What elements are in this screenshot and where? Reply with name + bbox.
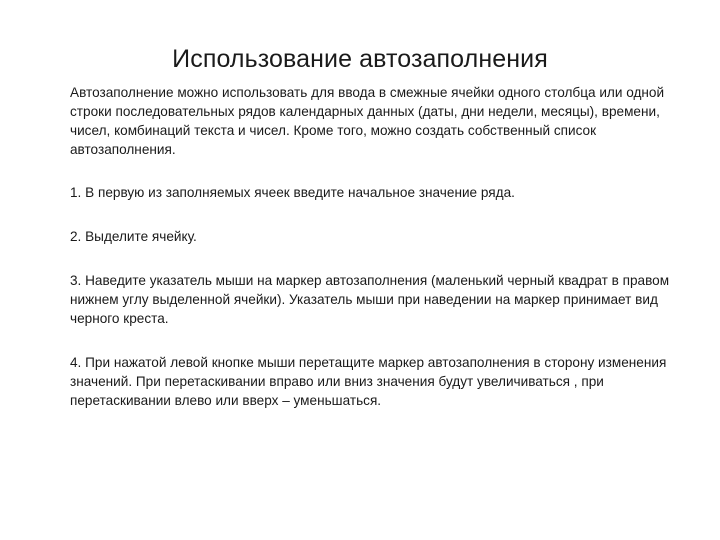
step-2: 2. Выделите ячейку.	[70, 229, 197, 244]
step-1: 1. В первую из заполняемых ячеек введите начальное значение ряда.	[70, 185, 515, 200]
step-3: 3. Наведите указатель мыши на маркер автозаполнения (маленький черный квадрат в правом нижнем углу выделенной ячейки). Указатель мыши при наведении на маркер принимает вид черного креста.	[70, 273, 670, 326]
slide-body	[70, 83, 682, 435]
slide-title: Использование автозаполнения	[172, 44, 548, 73]
step-4: 4. При нажатой левой кнопке мыши перетащите маркер автозаполнения в сторону изменения значений. При перетаскивании вправо или вниз значения будут увеличиваться , при перетаскивании влево или вверх – уменьшаться.	[70, 355, 667, 408]
intro-paragraph: Автозаполнение можно использовать для ввода в смежные ячейки одного столбца или одной строки последовательных рядов календарных данных (даты, дни недели, месяцы), времени, чисел, комбинаций текста и чисел. Кроме того, можно создать собственный список автозаполнения.	[70, 85, 665, 157]
